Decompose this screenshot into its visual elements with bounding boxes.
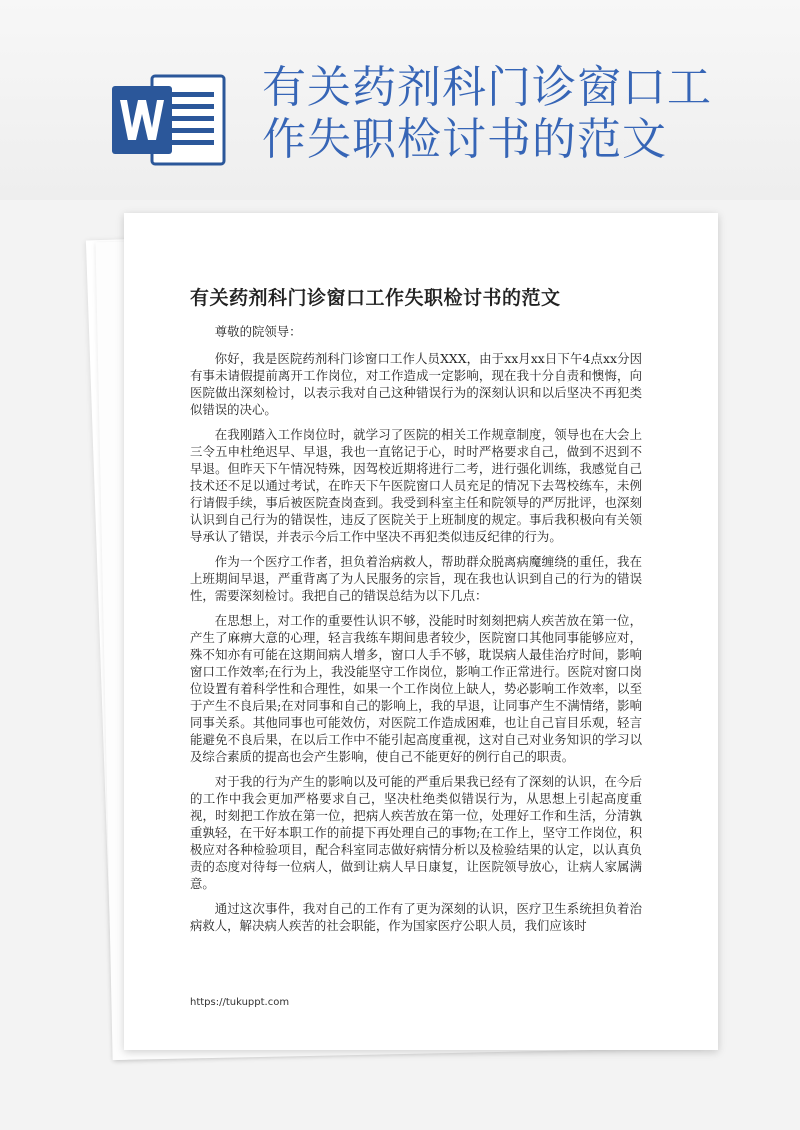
paragraph-3: 作为一个医疗工作者，担负着治病救人，帮助群众脱离病魔缠绕的重任，我在上班期间早退，严重背离了为人民服务的宗旨，现在我也认识到自己的行为的错误性，需要深刻检讨。我把自己的错误总结为以下几点：	[190, 554, 642, 603]
document-title: 有关药剂科门诊窗口工作失职检讨书的范文	[190, 287, 561, 309]
word-document-icon	[112, 74, 226, 166]
document-body	[190, 323, 642, 942]
paragraph-5: 对于我的行为产生的影响以及可能的严重后果我已经有了深刻的认识，在今后的工作中我会更加严格要求自己，坚决杜绝类似错误行为，从思想上引起高度重视，时刻把工作放在第一位，把病人疾苦放在第一位，处理好工作和生活，分清孰重孰轻，在干好本职工作的前提下再处理自己的事物;在工作上，坚守工作岗位，积极应对各种检验项目，配合科室同志做好病情分析以及检验结果的认定，以认真负责的态度对待每一位病人，做到让病人早日康复，让医院领导放心，让病人家属满意。	[190, 774, 642, 891]
header-title: 有关药剂科门诊窗口工作失职检讨书的范文	[262, 62, 712, 165]
paragraph-6: 通过这次事件，我对自己的工作有了更为深刻的认识，医疗卫生系统担负着治病救人，解决病人疾苦的社会职能，作为国家医疗公职人员，我们应该时	[190, 901, 642, 933]
salutation: 尊敬的院领导：	[214, 324, 302, 339]
paragraph-2: 在我刚踏入工作岗位时，就学习了医院的相关工作规章制度，领导也在大会上三令五申杜绝迟早、早退，我也一直铭记于心，时时严格要求自己，做到不迟到不早退。但昨天下午情况特殊，因驾校近期将进行二考，进行强化训练，我感觉自己技术还不足以通过考试，在昨天下午医院窗口人员充足的情况下去驾校练车，未例行请假手续，事后被医院查岗查到。我受到科室主任和院领导的严厉批评，也深刻认识到自己行为的错误性，违反了医院关于上班制度的规定。事后我积极向有关领导承认了错误，并表示今后工作中坚决不再犯类似违反纪律的行为。	[190, 427, 642, 544]
footer-url: https://tukuppt.com	[190, 997, 290, 1008]
paragraph-1: 你好，我是医院药剂科门诊窗口工作人员XXX，由于xx月xx日下午4点xx分因有事未请假提前离开工作岗位，对工作造成一定影响，现在我十分自责和懊悔，向医院做出深刻检讨，以表示我对自己这种错误行为的深刻认识和以后坚决不再犯类似错误的决心。	[190, 351, 642, 417]
preview-header	[0, 0, 800, 200]
document-page	[124, 213, 718, 1050]
paragraph-4: 在思想上，对工作的重要性认识不够，没能时时刻刻把病人疾苦放在第一位，产生了麻痹大意的心理，轻言我练车期间患者较少，医院窗口其他同事能够应对，殊不知亦有可能在这期间病人增多，窗口人手不够，耽误病人最佳治疗时间，影响窗口工作效率;在行为上，我没能坚守工作岗位，影响工作正常进行。医院对窗口岗位设置有着科学性和合理性，如果一个工作岗位上缺人，势必影响工作效率，以至于产生不良后果;在对同事和自己的影响上，我的早退，让同事产生不满情绪，影响同事关系。其他同事也可能效仿，对医院工作造成困难，也让自己盲目乐观，轻言能避免不良后果，在以后工作中不能引起高度重视，这对自己对业务知识的学习以及综合素质的提高也会产生影响，使自己不能更好的例行自己的职责。	[190, 613, 642, 764]
